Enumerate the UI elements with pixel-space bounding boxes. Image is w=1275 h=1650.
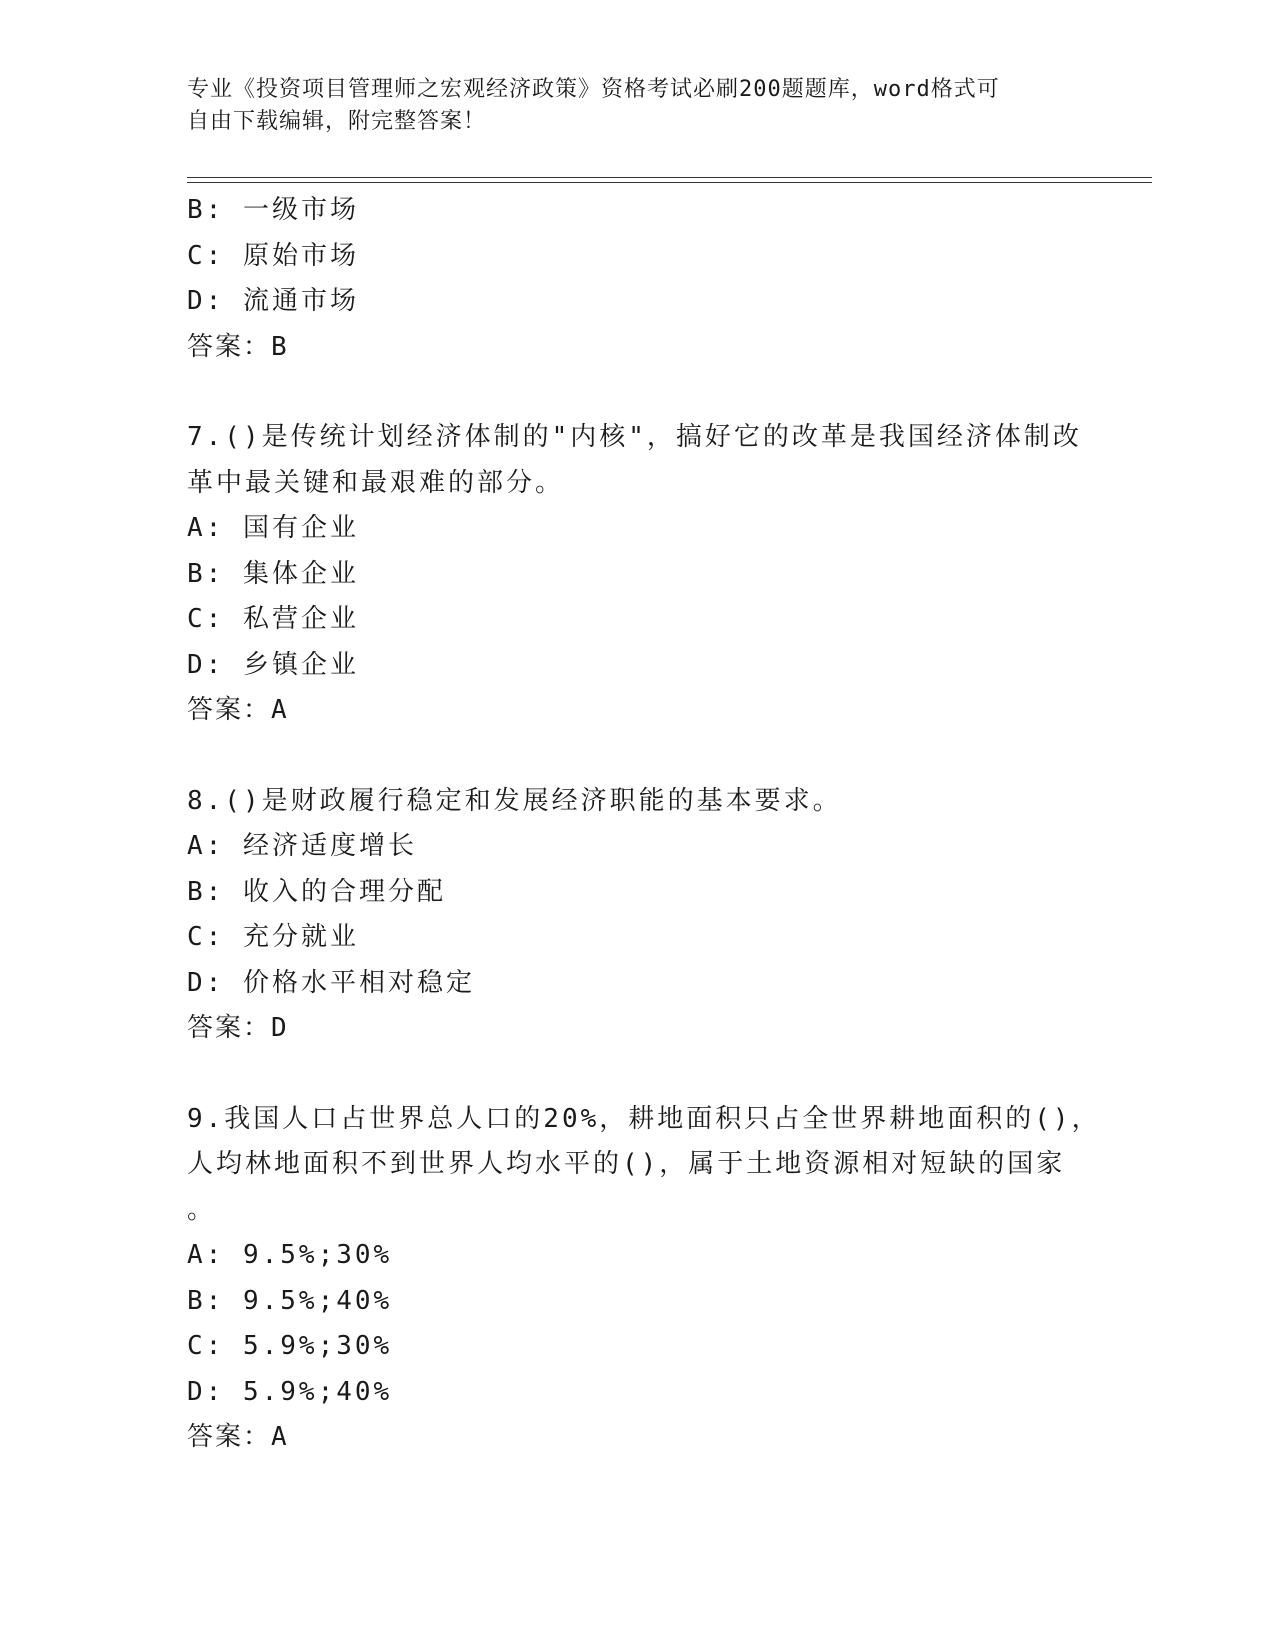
option-d: D: 价格水平相对稳定: [187, 967, 475, 998]
question-text-line-2: 革中最关键和最艰难的部分。: [187, 467, 565, 498]
answer: 答案：B: [187, 331, 289, 362]
option-b: B: 9.5%;40%: [187, 1285, 393, 1316]
option-c: C: 原始市场: [187, 240, 359, 271]
option-a: A: 9.5%;30%: [187, 1240, 393, 1270]
question-text-line-2: 人均林地面积不到世界人均水平的()，属于土地资源相对短缺的国家: [187, 1149, 1066, 1179]
option-b: B: 收入的合理分配: [187, 876, 446, 907]
question-8: [187, 779, 1067, 1052]
answer: 答案：A: [187, 1422, 289, 1452]
header-rule-bottom: [187, 182, 1152, 183]
option-d: D: 乡镇企业: [187, 649, 359, 680]
option-c: C: 5.9%;30%: [187, 1331, 393, 1361]
option-a: A: 经济适度增长: [187, 831, 417, 861]
header-line-1: 专业《投资项目管理师之宏观经济政策》资格考试必刷200题题库，word格式可: [187, 77, 1000, 102]
header-line-2: 自由下载编辑，附完整答案！: [187, 109, 487, 134]
option-b: B: 集体企业: [187, 558, 359, 589]
header-rule-top: [187, 177, 1152, 178]
question-list: [187, 188, 1101, 1461]
question-9: [187, 1097, 1101, 1461]
option-c: C: 私营企业: [187, 604, 359, 634]
question-text-line-1: 8.()是财政履行稳定和发展经济职能的基本要求。: [187, 785, 842, 816]
answer: 答案：D: [187, 1013, 289, 1043]
option-b: B: 一级市场: [187, 195, 359, 225]
answer: 答案：A: [187, 695, 289, 725]
question-text-line-1: 9.我国人口占世界总人口的20%，耕地面积只占全世界耕地面积的()，: [187, 1103, 1101, 1134]
option-d: D: 流通市场: [187, 286, 359, 316]
document-header: [187, 74, 1067, 138]
question-7: [187, 415, 1082, 734]
question-6: [187, 188, 1067, 370]
question-text-line-3: 。: [187, 1194, 217, 1225]
option-c: C: 充分就业: [187, 922, 359, 952]
option-a: A: 国有企业: [187, 513, 359, 543]
option-d: D: 5.9%;40%: [187, 1376, 393, 1407]
question-text-line-1: 7.()是传统计划经济体制的"内核"，搞好它的改革是我国经济体制改: [187, 422, 1082, 452]
